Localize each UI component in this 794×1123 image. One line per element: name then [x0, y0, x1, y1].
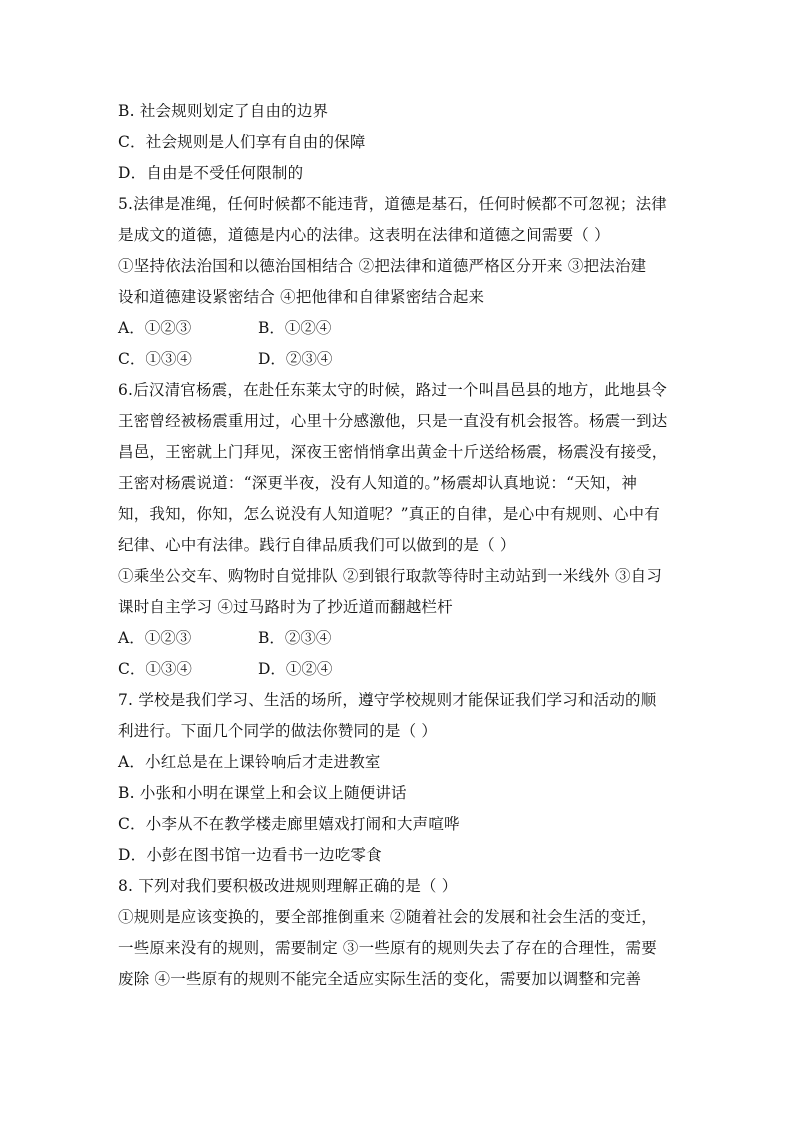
q8-choices-line-1: ①规则是应该变换的，要全部推倒重来 ②随着社会的发展和社会生活的变迁， [118, 908, 657, 926]
q5-choices-line-2: 设和道德建设紧密结合 ④把他律和自律紧密结合起来 [118, 288, 485, 306]
q8-stem-line-1: 8. 下列对我们要积极改进规则理解正确的是（ ） [118, 877, 458, 895]
q5-stem-line-2: 是成文的道德，道德是内心的法律。这表明在法律和道德之间需要（ ） [118, 226, 610, 244]
q5-options-row-2 [118, 344, 684, 375]
q5-option-d: D．②③④ [258, 350, 333, 368]
q5-options-row-1 [118, 313, 684, 344]
q5-option-c: C．①③④ [118, 350, 192, 368]
q6-option-b: B．②③④ [258, 629, 332, 647]
q6-stem-line-3: 昌邑，王密就上门拜见，深夜王密悄悄拿出黄金十斤送给杨震，杨震没有接受， [118, 443, 668, 461]
q5-stem-line-1: 5.法律是准绳，任何时候都不能违背，道德是基石，任何时候都不可忽视；法律 [118, 195, 667, 213]
q7-option-c: C．小李从不在教学楼走廊里嬉戏打闹和大声喧哗 [118, 815, 460, 833]
q6-stem-line-1: 6.后汉清官杨震，在赴任东莱太守的时候，路过一个叫昌邑县的地方，此地县令 [118, 381, 667, 399]
exam-page [118, 96, 684, 995]
q6-option-d: D．①②④ [258, 660, 333, 678]
q6-stem-line-4: 王密对杨震说道：“深更半夜，没有人知道的。”杨震却认真地说：“天知，神 [118, 474, 638, 492]
q5-choices-line-1: ①坚持依法治国和以德治国相结合 ②把法律和道德严格区分开来 ③把法治建 [118, 257, 647, 275]
q4-option-d: D．自由是不受任何限制的 [118, 164, 304, 182]
q4-option-c: C．社会规则是人们享有自由的保障 [118, 133, 366, 151]
q7-stem-line-1: 7. 学校是我们学习、生活的场所，遵守学校规则才能保证我们学习和活动的顺 [118, 691, 657, 709]
q6-options-row-2 [118, 654, 684, 685]
q6-stem-line-6: 纪律、心中有法律。践行自律品质我们可以做到的是（ ） [118, 536, 516, 554]
q6-option-c: C．①③④ [118, 660, 192, 678]
q6-options-row-1 [118, 623, 684, 654]
q7-option-a: A．小红总是在上课铃响后才走进教室 [118, 753, 381, 771]
q6-stem-line-5: 知，我知，你知，怎么说没有人知道呢？”真正的自律，是心中有规则、心中有 [118, 505, 660, 523]
q6-choices-line-2: 课时自主学习 ④过马路时为了抄近道而翻越栏杆 [118, 598, 453, 616]
q5-option-b: B．①②④ [258, 319, 332, 337]
q7-option-b: B. 小张和小明在课堂上和会议上随便讲话 [118, 784, 407, 802]
q5-option-a: A．①②③ [118, 319, 192, 337]
q4-option-b: B. 社会规则划定了自由的边界 [118, 102, 329, 120]
q6-choices-line-1: ①乘坐公交车、购物时自觉排队 ②到银行取款等待时主动站到一米线外 ③自习 [118, 567, 663, 585]
q6-stem-line-2: 王密曾经被杨震重用过，心里十分感激他，只是一直没有机会报答。杨震一到达 [118, 412, 668, 430]
q8-choices-line-2: 一些原来没有的规则，需要制定 ③一些原有的规则失去了存在的合理性，需要 [118, 939, 657, 957]
q7-option-d: D．小彭在图书馆一边看书一边吃零食 [118, 846, 382, 864]
q6-option-a: A．①②③ [118, 629, 192, 647]
q7-stem-line-2: 利进行。下面几个同学的做法你赞同的是（ ） [118, 722, 438, 740]
q8-choices-line-3: 废除 ④一些原有的规则不能完全适应实际生活的变化，需要加以调整和完善 [118, 970, 642, 988]
